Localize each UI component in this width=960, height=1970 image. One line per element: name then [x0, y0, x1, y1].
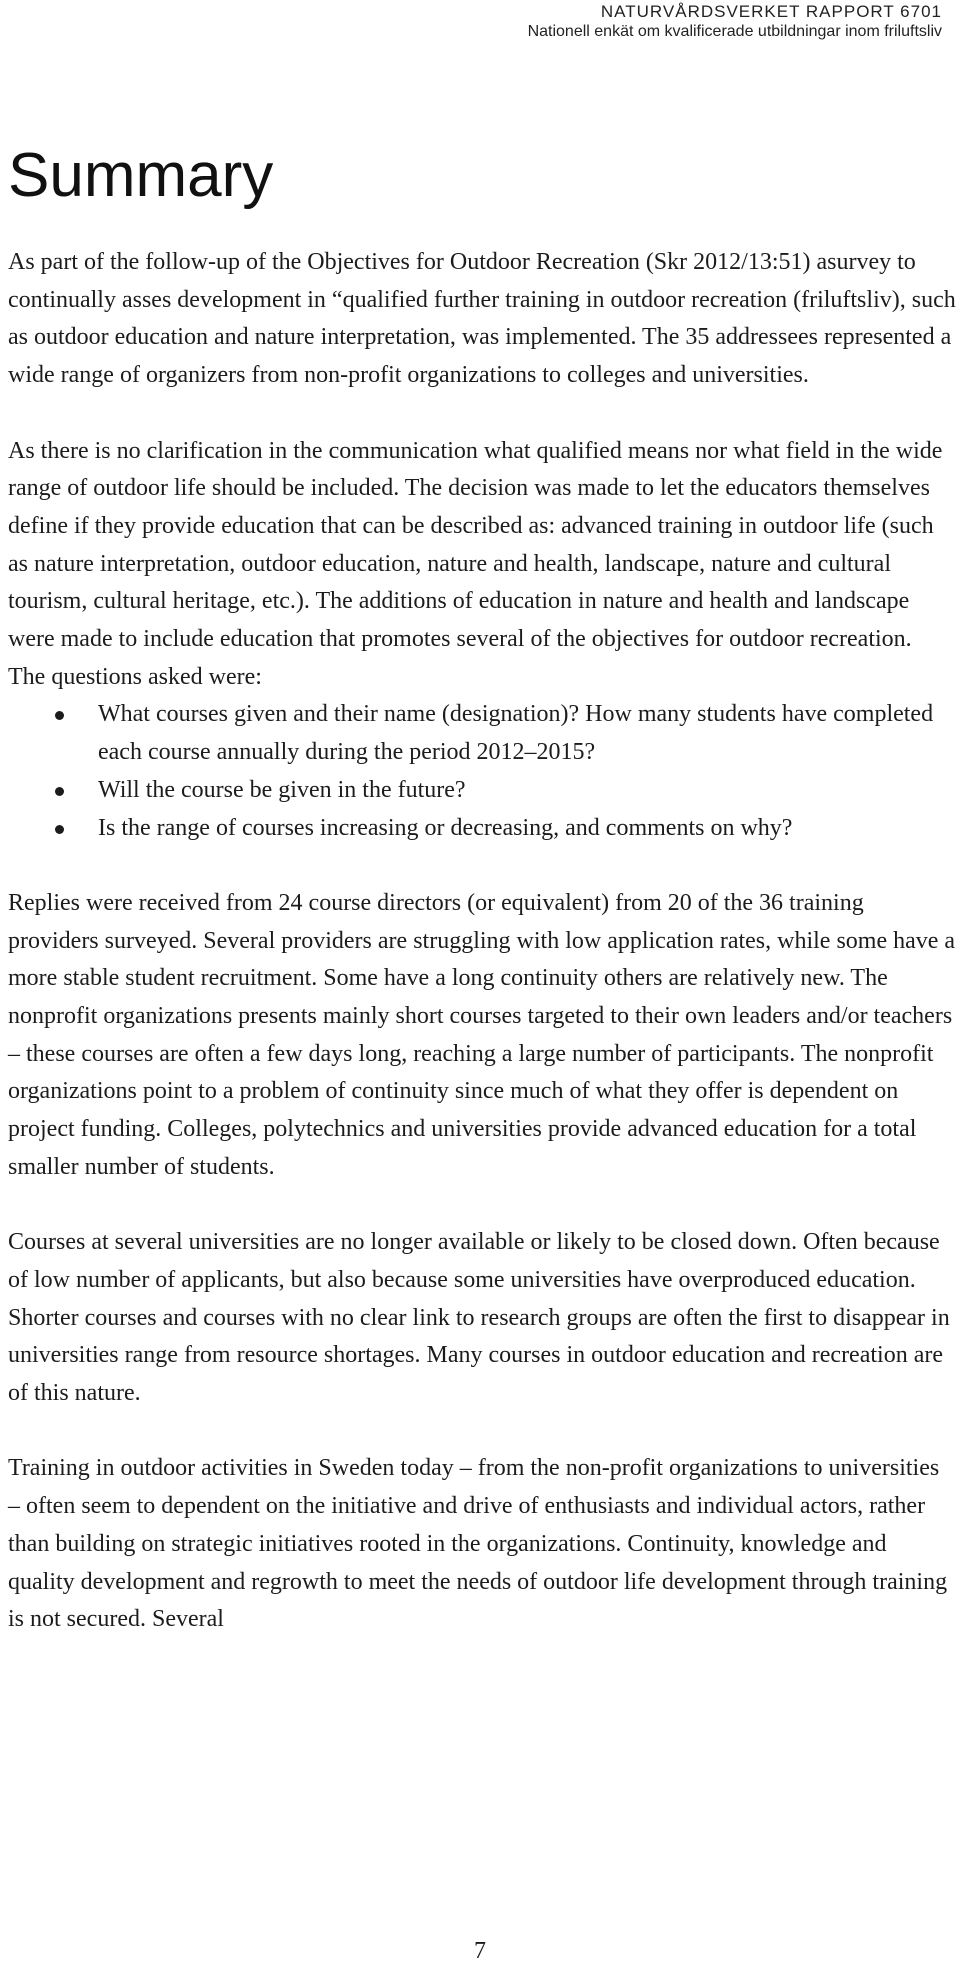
report-subtitle: Nationell enkät om kvalificerade utbildningar inom friluftsliv — [527, 23, 942, 40]
bullet-icon — [55, 711, 64, 720]
body-text — [8, 244, 956, 1639]
list-item-text: Is the range of courses increasing or decreasing, and comments on why? — [98, 814, 793, 841]
questions-list — [8, 696, 956, 847]
report-number: NATURVÅRDSVERKET RAPPORT 6701 — [600, 2, 942, 21]
list-item-text: Will the course be given in the future? — [98, 776, 466, 803]
paragraph-training: Training in outdoor activities in Sweden today – from the non-profit organizations to universities – often seem to dependent on the initiative and drive of enthusiasts and individual actors, rather than building on strategic initiatives rooted in the organizations. Continuity, knowledge and quality development and regrowth to meet the needs of outdoor life development through training is not secured. Several — [8, 1455, 948, 1633]
list-item — [8, 696, 956, 771]
list-item — [8, 772, 956, 810]
list-item — [8, 810, 956, 848]
running-header — [528, 2, 942, 42]
list-item-text: What courses given and their name (designation)? How many students have completed each course annually during the period 2012–2015? — [98, 701, 934, 766]
paragraph-questions-intro: The questions asked were: — [8, 663, 262, 690]
paragraph-intro: As part of the follow-up of the Objectives for Outdoor Recreation (Skr 2012/13:51) asurvey to continually asses development in “qualified further training in outdoor recreation (friluftsliv), such as outdoor education and nature interpretation, was implemented. The 35 addressees represented a wide range of organizers from non-profit organizations to colleges and universities. — [8, 249, 956, 389]
page-title: Summary — [8, 141, 274, 210]
bullet-icon — [55, 825, 64, 834]
paragraph-replies: Replies were received from 24 course directors (or equivalent) from 20 of the 36 training providers surveyed. Several providers are struggling with low application rates, while some have a more stable student recruitment. Some have a long continuity others are relatively new. The nonprofit organizations presents mainly short courses targeted to their own leaders and/or teachers – these courses are often a few days long, reaching a large number of participants. The nonprofit organizations point to a problem of continuity since much of what they offer is dependent on project funding. Colleges, polytechnics and universities provide advanced education for a total smaller number of students. — [8, 889, 956, 1180]
bullet-icon — [55, 787, 64, 796]
page-number: 7 — [474, 1938, 486, 1964]
paragraph-definition: As there is no clarification in the communication what qualified means nor what field in the wide range of outdoor life should be included. The decision was made to let the educators themselves define if they provide education that can be described as: advanced training in outdoor life (such as nature interpretation, outdoor education, nature and health, landscape, nature and cultural tourism, cultural heritage, etc.). The additions of education in nature and health and landscape were made to include education that promotes several of the objectives for outdoor recreation. — [8, 437, 943, 653]
paragraph-universities: Courses at several universities are no longer available or likely to be closed down. Often because of low number of applicants, but also because some universities have overproduced education. Shorter courses and courses with no clear link to research groups are often the first to disappear in universities range from resource shortages. Many courses in outdoor education and recreation are of this nature. — [8, 1229, 950, 1407]
